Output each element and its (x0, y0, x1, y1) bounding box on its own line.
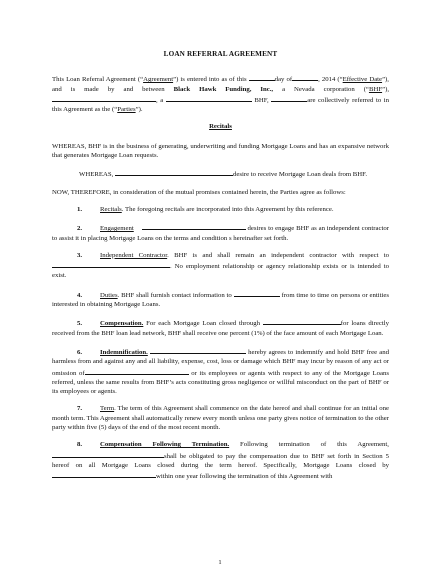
company-name: Black Hawk Funding, Inc., (173, 85, 274, 93)
party-name-blank (52, 94, 156, 102)
closed-by-blank (52, 470, 156, 478)
now-therefore-paragraph: NOW, THEREFORE, in consideration of the mutual promises contained herein, the Parties agree as follows: (52, 188, 346, 196)
month-blank (292, 73, 318, 81)
duties-blank (234, 289, 280, 297)
section-7: 7. Term. The term of this Agreement shall commence on the date hereof and shall continue for an initial one month term. This Agreement shall automatically renew every month unless one party gives notice of termination to the other party within five (5) days of the end of the most recent month. (52, 405, 389, 432)
engagement-blank (142, 222, 246, 230)
section-4: 4. Duties. BHF shall furnish contact information to from time to time on persons or entities interested in obtaining Mortgage Loans. (52, 289, 389, 310)
termination-party-blank (52, 450, 164, 458)
section-title: Term (100, 405, 115, 413)
contractor-blank (52, 260, 170, 268)
whereas-blank (115, 168, 233, 176)
intro-paragraph: This Loan Referral Agreement (“Agreement”) is entered into as of this day of , 2014 (“Effective Date”), and is made by and between Black Hawk Funding, Inc., a Nevada corporation (“BHF”), , a BHF, are collectively referred to in this Agreement as the (“Parties”). (52, 73, 389, 114)
whereas-paragraph-2: WHEREAS, desire to receive Mortgage Loan deals from BHF. (52, 168, 389, 179)
section-title: Duties (100, 291, 118, 299)
bhf-term: BHF (368, 85, 383, 93)
agreement-term: Agreement (143, 76, 174, 84)
section-number: 7. (77, 405, 83, 413)
section-6: 6. Indemnification. hereby agrees to indemnify and hold BHF free and harmless from and against any and all liability, expense, cost, loss or damage which BHF may incur by reason of any act or omission of or its employees or agents with respect to any of the Mortgage Loans referred, unless the same results from BHF’s acts constituting gross negligence or willful misconduct on the part of BHF or its employees or agents. (52, 346, 389, 396)
section-number: 5. (77, 320, 83, 328)
section-1: 1. Recitals. The foregoing recitals are incorporated into this Agreement by this reference. (52, 205, 389, 214)
section-title: Compensation Following Termination. (100, 441, 230, 449)
section-number: 6. (77, 348, 83, 356)
document-title: LOAN REFERRAL AGREEMENT (163, 50, 278, 58)
section-number: 8. (77, 441, 83, 449)
section-title: Engagement (100, 225, 134, 233)
section-title: Compensation. (100, 320, 144, 328)
section-number: 3. (77, 251, 83, 259)
whereas-paragraph-1: WHEREAS, BHF is in the business of generating, underwriting and funding Mortgage Loans and has an expansive network that generates Mortgage Loan requests. (52, 142, 389, 160)
section-2: 2. Engagement desires to engage BHF as an independent contractor to assist it in placing Mortgage Loans on the terms and condition s hereinafter set forth. (52, 222, 389, 243)
section-title: Independent Contractor (100, 251, 168, 259)
section-8: 8. Compensation Following Termination. Following termination of this Agreement, shall be obligated to pay the compensation due to BHF set forth in Section 5 hereof on all Mortgage Loans closed during the term hereof. Specifically, Mortgage Loans closed by within one year following the termination of this Agreement with (52, 441, 389, 481)
omission-blank (85, 367, 189, 375)
parties-term: Parties (117, 106, 136, 114)
day-blank (249, 73, 275, 81)
page-number: 1 (218, 559, 222, 566)
party-entity-blank (166, 94, 252, 102)
section-title: Recitals (100, 205, 122, 213)
section-title: Indemnification. (100, 348, 148, 356)
section-3: 3. Independent Contractor. BHF is and shall remain an independent contractor with respect to . No employment relationship or agency relationship exists or is intended to exist. (52, 251, 390, 280)
indemnification-blank (150, 346, 246, 354)
section-number: 2. (77, 225, 83, 233)
recitals-heading: Recitals (209, 123, 232, 131)
party-short-blank (271, 94, 307, 102)
effective-date-term: Effective Date (342, 76, 383, 84)
section-number: 4. (77, 291, 83, 299)
compensation-blank (263, 317, 341, 325)
section-number: 1. (77, 205, 83, 213)
section-5: 5. Compensation. For each Mortgage Loan closed through for loans directly received from the BHF loan lead network, BHF shall receive one percent (1%) of the face amount of each Mortgage Loan. (52, 317, 389, 338)
